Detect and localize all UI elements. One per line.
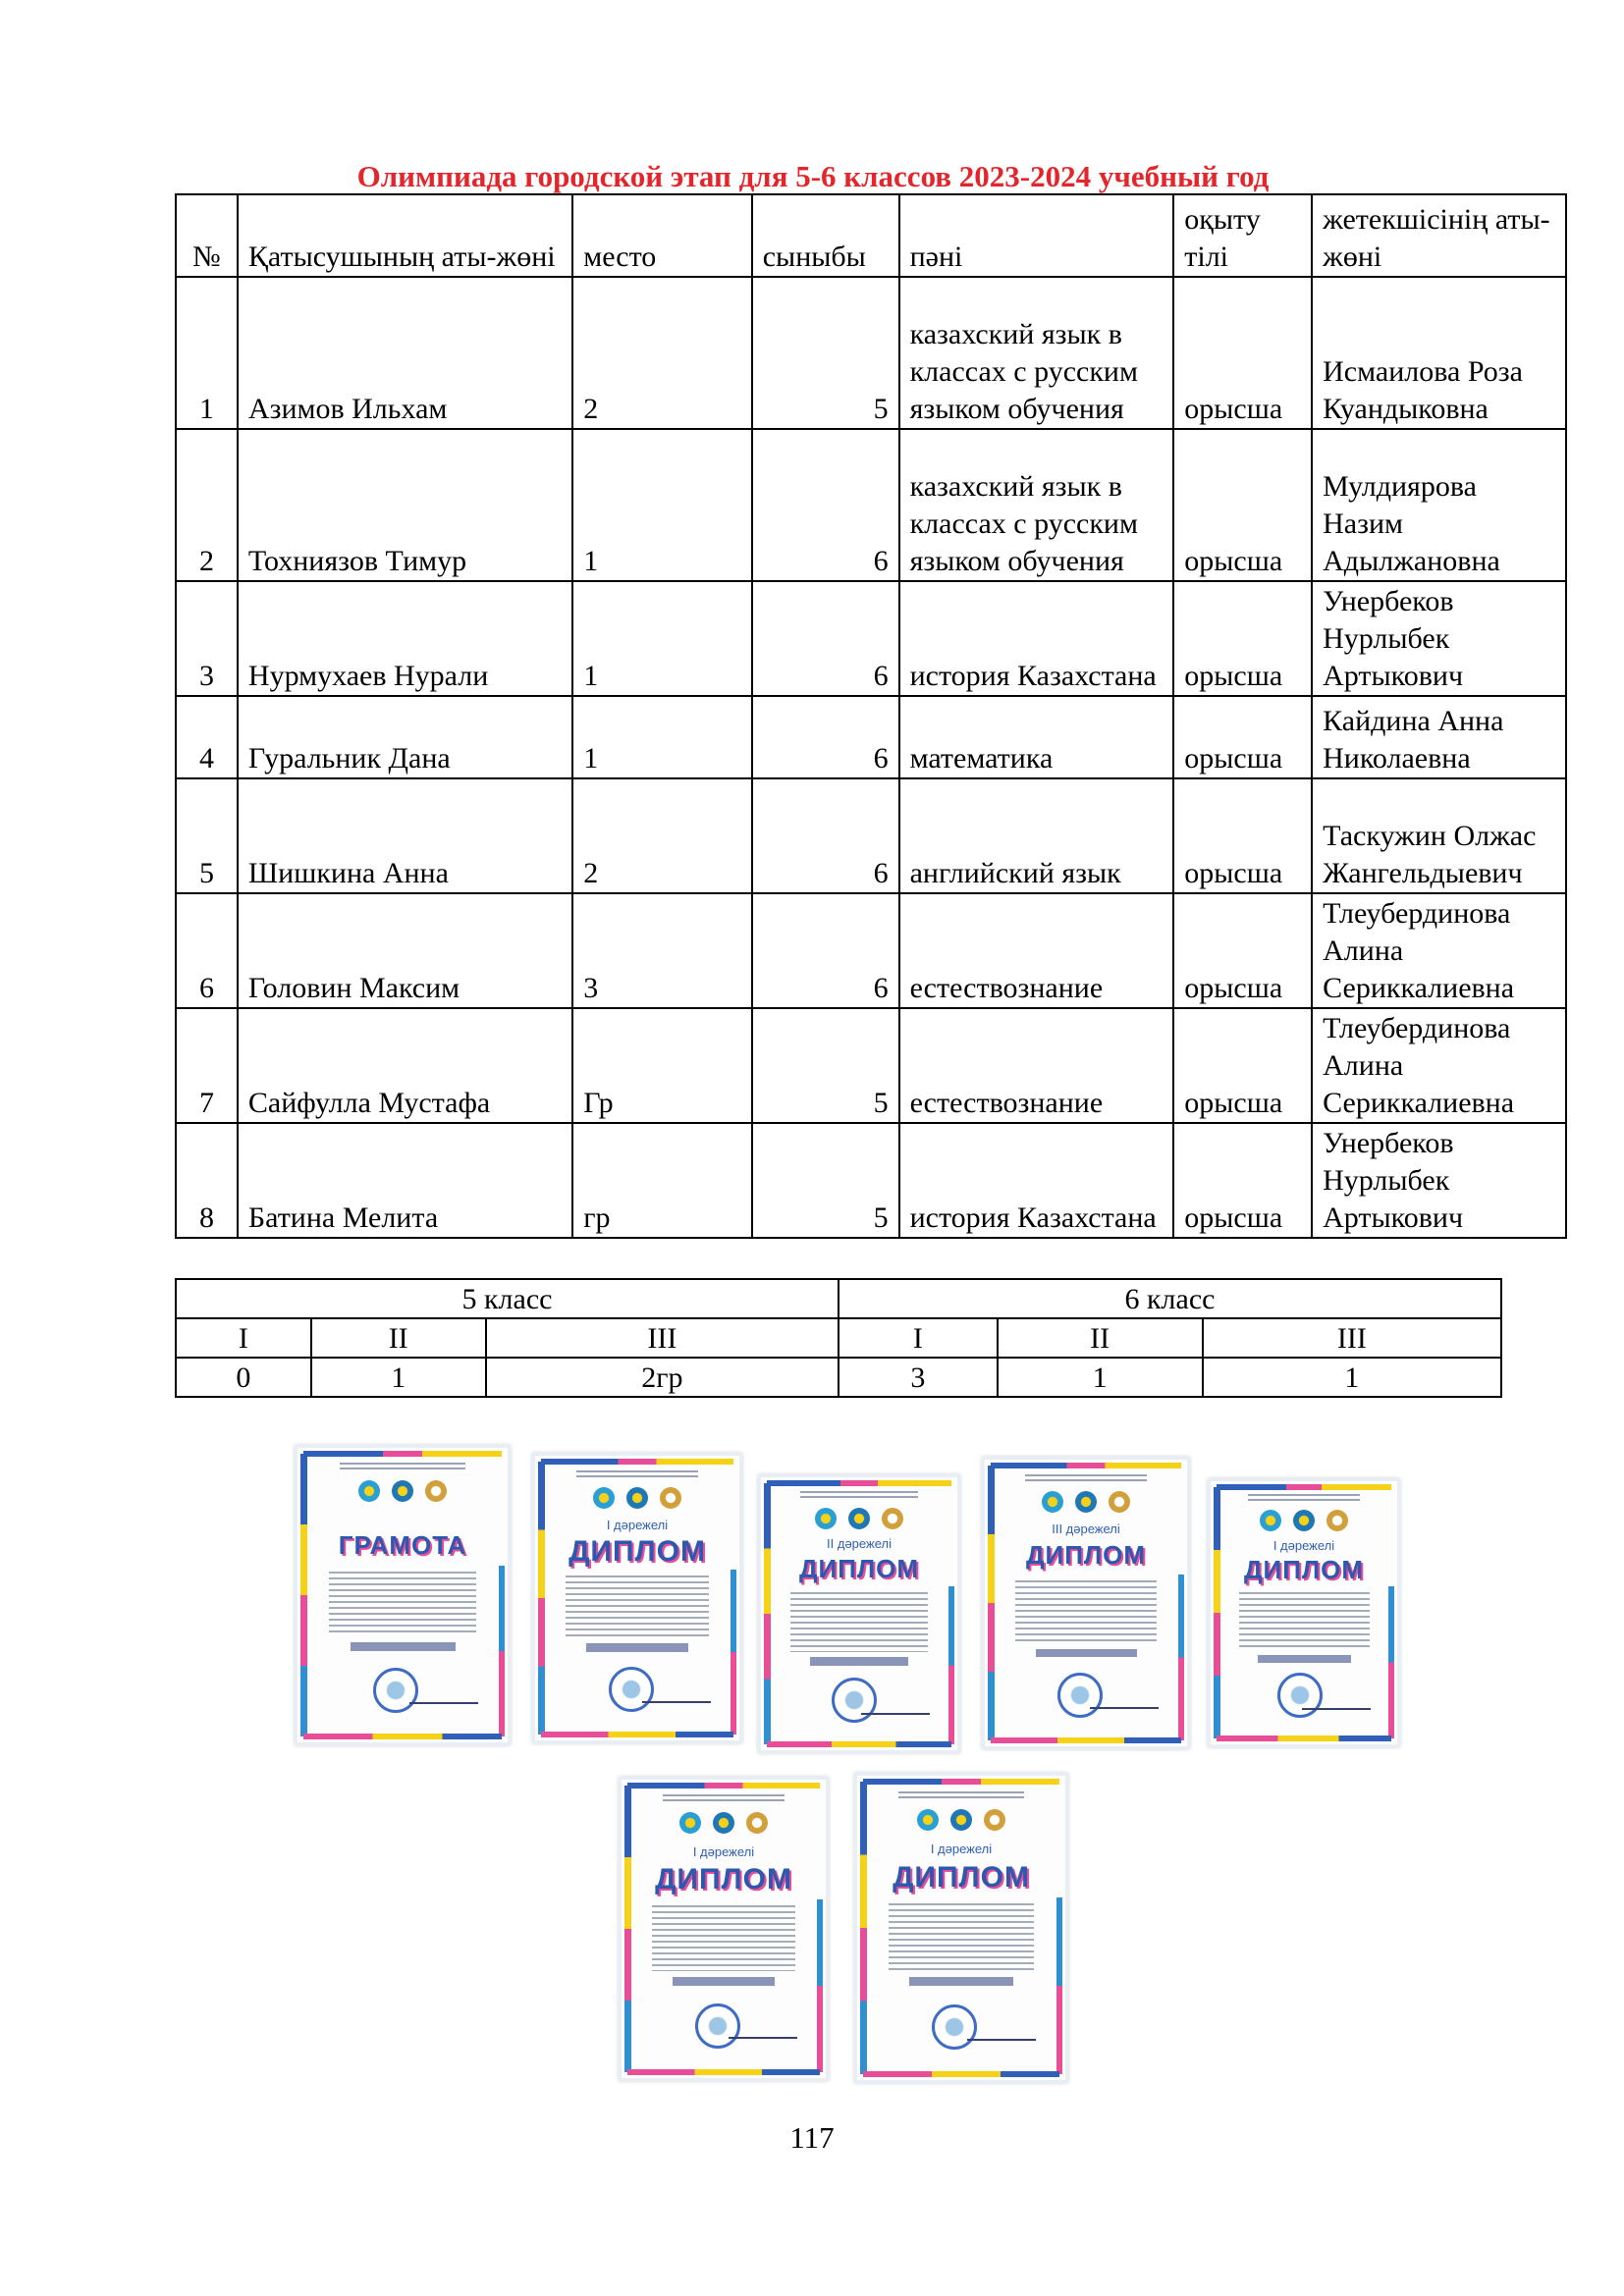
header-teacher: жетекшісінің аты-жөні [1312,194,1566,277]
decor-stripe [1388,1586,1394,1738]
certificate-recipient [1258,1655,1351,1663]
cell-grade: 6 [752,893,899,1008]
emblem-icon [425,1480,447,1502]
certificate-image [532,1453,742,1743]
certificate-body-text [889,1903,1034,1970]
decor-stripe [541,1732,733,1737]
signature-icon [967,2031,1036,2041]
emblem-icon [950,1809,972,1831]
cell-language: орысша [1173,778,1312,893]
decor-stripe [303,1734,502,1739]
seal-icon [1277,1673,1323,1718]
certificate-recipient [351,1642,456,1651]
cell-num: 2 [176,429,238,581]
emblem-icon [746,1812,768,1834]
cell-grade: 6 [752,778,899,893]
table-header-row [176,194,1566,277]
emblem-icon [660,1487,681,1509]
cell-language: орысша [1173,1123,1312,1238]
emblem-icon [1260,1510,1281,1531]
seal-icon [695,2003,740,2049]
decor-stripe [1178,1575,1184,1740]
cell-place: 2 [572,277,752,429]
emblem-icon [1293,1510,1315,1531]
cell-grade: 5 [752,1123,899,1238]
decor-stripe [731,1570,736,1735]
signature-icon [861,1705,930,1715]
table-row [176,696,1566,778]
summary-place-row [176,1318,1501,1358]
cell-num: 1 [176,277,238,429]
summary-place: III [486,1318,839,1358]
cell-language: орысша [1173,893,1312,1008]
cell-name: Азимов Ильхам [238,277,572,429]
decor-stripe [767,1480,951,1486]
certificate-title: ДИПЛОМ [798,1553,920,1583]
certificate-degree: I дәрежелі [692,1843,755,1859]
cell-place: 2 [572,778,752,893]
certificate-image [758,1474,960,1753]
cell-subject: история Казахстана [899,581,1174,696]
cell-name: Нурмухаев Нурали [238,581,572,696]
certificate-recipient [810,1657,908,1665]
emblem-icon [713,1812,734,1834]
certificate-image [982,1457,1190,1749]
cell-name: Шишкина Анна [238,778,572,893]
class-6-header: 6 класс [839,1279,1501,1318]
cell-language: орысша [1173,696,1312,778]
certificate-header-text [1025,1474,1147,1483]
cell-name: Гуральник Дана [238,696,572,778]
cell-subject: казахский язык в классах с русским языком обучения [899,429,1174,581]
decor-stripe [863,1779,1059,1785]
cell-teacher: Унербеков Нурлыбек Артыкович [1312,1123,1566,1238]
emblem-icon [679,1812,701,1834]
signature-icon [1302,1700,1371,1710]
emblem-icon [882,1508,903,1529]
summary-count: 3 [839,1358,998,1397]
decor-stripe [627,2069,820,2075]
seal-icon [1057,1673,1103,1718]
seal-icon [373,1668,418,1713]
decor-stripe [767,1741,951,1747]
cell-place: 3 [572,893,752,1008]
decor-stripe [863,2071,1059,2077]
emblem-icon [626,1487,648,1509]
signature-icon [729,2029,797,2039]
decor-stripe [499,1566,505,1736]
emblem-icon [1109,1491,1130,1513]
cell-grade: 6 [752,581,899,696]
emblem-icon [1326,1510,1348,1531]
cell-place: гр [572,1123,752,1238]
certificate-recipient [909,1977,1013,1986]
certificate-header-text [576,1470,699,1479]
cell-name: Сайфулла Мустафа [238,1008,572,1123]
header-language: оқыту тілі [1173,194,1312,277]
emblem-icon [815,1508,837,1529]
certificate-degree: III дәрежелі [1052,1522,1120,1537]
decor-stripe [303,1451,502,1457]
cell-language: орысша [1173,429,1312,581]
certificate-degree: I дәрежелі [606,1517,669,1532]
decor-stripe [627,1783,820,1789]
certificate-logos [761,1508,957,1534]
table-row [176,893,1566,1008]
header-num: № [176,194,238,277]
cell-subject: естествознание [899,893,1174,1008]
emblem-icon [984,1809,1005,1831]
decor-stripe [817,1899,823,2072]
certificate-degree: I дәрежелі [1272,1537,1335,1553]
emblem-icon [917,1809,939,1831]
certificate-recipient [673,1977,775,1986]
table-row [176,1123,1566,1238]
certificate-header-text [1248,1494,1360,1502]
summary-place: I [839,1318,998,1358]
header-grade: сыныбы [752,194,899,277]
certificate-header-text [340,1463,465,1471]
cell-num: 6 [176,893,238,1008]
certificate-title: ГРАМОТА [338,1530,467,1560]
certificate-logos [622,1812,826,1839]
cell-num: 3 [176,581,238,696]
cell-place: Гр [572,1008,752,1123]
summary-count: 0 [176,1358,311,1397]
certificate-header-text [898,1791,1023,1800]
signature-icon [1090,1699,1159,1709]
certificate-logos [535,1487,739,1514]
summary-count: 1 [311,1358,486,1397]
header-place: место [572,194,752,277]
cell-language: орысша [1173,277,1312,429]
summary-count-row [176,1358,1501,1397]
cell-place: 1 [572,581,752,696]
table-row [176,581,1566,696]
summary-place: II [998,1318,1203,1358]
cell-teacher: Унербеков Нурлыбек Артыкович [1312,581,1566,696]
header-name: Қатысушының аты-жөні [238,194,572,277]
certificate-title: ДИПЛОМ [655,1863,792,1896]
cell-place: 1 [572,429,752,581]
decor-stripe [1217,1484,1391,1490]
cell-teacher: Кайдина Анна Николаевна [1312,696,1566,778]
emblem-icon [1042,1491,1063,1513]
emblem-icon [392,1480,413,1502]
table-row [176,778,1566,893]
summary-table [175,1278,1502,1398]
cell-subject: математика [899,696,1174,778]
summary-place: II [311,1318,486,1358]
cell-num: 7 [176,1008,238,1123]
summary-count: 1 [998,1358,1203,1397]
results-table [175,193,1567,1239]
cell-subject: естествознание [899,1008,1174,1123]
certificate-degree: I дәрежелі [930,1842,993,1857]
certificate-logos [1211,1510,1397,1536]
certificate-image [1208,1478,1400,1747]
seal-icon [932,2004,977,2050]
seal-icon [609,1667,654,1712]
certificate-image [854,1773,1068,2083]
certificate-body-text [329,1572,476,1636]
certificate-body-text [790,1592,928,1652]
table-row [176,277,1566,429]
emblem-icon [848,1508,870,1529]
summary-count: 1 [1203,1358,1501,1397]
certificate-title: ДИПЛОМ [893,1860,1030,1894]
decor-stripe [991,1463,1181,1468]
decor-stripe [1056,1897,1062,2074]
signature-icon [409,1694,478,1704]
cell-subject: история Казахстана [899,1123,1174,1238]
cell-name: Тохниязов Тимур [238,429,572,581]
cell-num: 5 [176,778,238,893]
cell-place: 1 [572,696,752,778]
cell-subject: казахский язык в классах с русским языком обучения [899,277,1174,429]
summary-class-row [176,1279,1501,1318]
certificate-logos [298,1480,508,1507]
cell-teacher: Исмаилова Роза Куандыковна [1312,277,1566,429]
certificate-degree: II дәрежелі [827,1536,892,1552]
cell-grade: 5 [752,277,899,429]
certificate-image [619,1777,829,2081]
cell-name: Батина Мелита [238,1123,572,1238]
certificate-recipient [586,1643,688,1652]
cell-teacher: Тлеубердинова Алина Сериккалиевна [1312,1008,1566,1123]
decor-stripe [948,1586,954,1744]
header-subject: пәні [899,194,1174,277]
signature-icon [642,1693,711,1703]
emblem-icon [1075,1491,1097,1513]
decor-stripe [991,1737,1181,1743]
decor-stripe [1217,1735,1391,1741]
certificate-title: ДИПЛОМ [1243,1555,1365,1585]
class-5-header: 5 класс [176,1279,839,1318]
cell-teacher: Таскужин Олжас Жангельдыевич [1312,778,1566,893]
certificate-body-text [566,1575,709,1638]
summary-place: III [1203,1318,1501,1358]
emblem-icon [358,1480,380,1502]
certificate-title: ДИПЛОМ [568,1535,706,1569]
page-title: Олимпиада городской этап для 5-6 классов 2023-2024 учебный год [356,159,1270,193]
cell-language: орысша [1173,581,1312,696]
cell-language: орысша [1173,1008,1312,1123]
certificate-image [295,1445,511,1745]
cell-teacher: Мулдиярова Назим Адылжановна [1312,429,1566,581]
certificate-body-text [1015,1580,1157,1643]
certificate-recipient [1036,1649,1137,1658]
seal-icon [832,1678,877,1723]
emblem-icon [593,1487,615,1509]
page-number: 117 [789,2120,835,2155]
cell-teacher: Тлеубердинова Алина Сериккалиевна [1312,893,1566,1008]
cell-num: 8 [176,1123,238,1238]
cell-num: 4 [176,696,238,778]
cell-grade: 6 [752,696,899,778]
decor-stripe [541,1459,733,1465]
certificate-logos [857,1809,1065,1836]
table-row [176,1008,1566,1123]
certificate-body-text [652,1905,795,1971]
cell-subject: английский язык [899,778,1174,893]
certificate-logos [985,1491,1187,1518]
cell-grade: 6 [752,429,899,581]
cell-grade: 5 [752,1008,899,1123]
certificate-title: ДИПЛОМ [1025,1539,1147,1570]
cell-name: Головин Максим [238,893,572,1008]
certificate-header-text [663,1794,785,1803]
summary-place: I [176,1318,311,1358]
certificate-body-text [1239,1592,1370,1650]
summary-count: 2гр [486,1358,839,1397]
table-row [176,429,1566,581]
certificate-header-text [800,1491,918,1499]
